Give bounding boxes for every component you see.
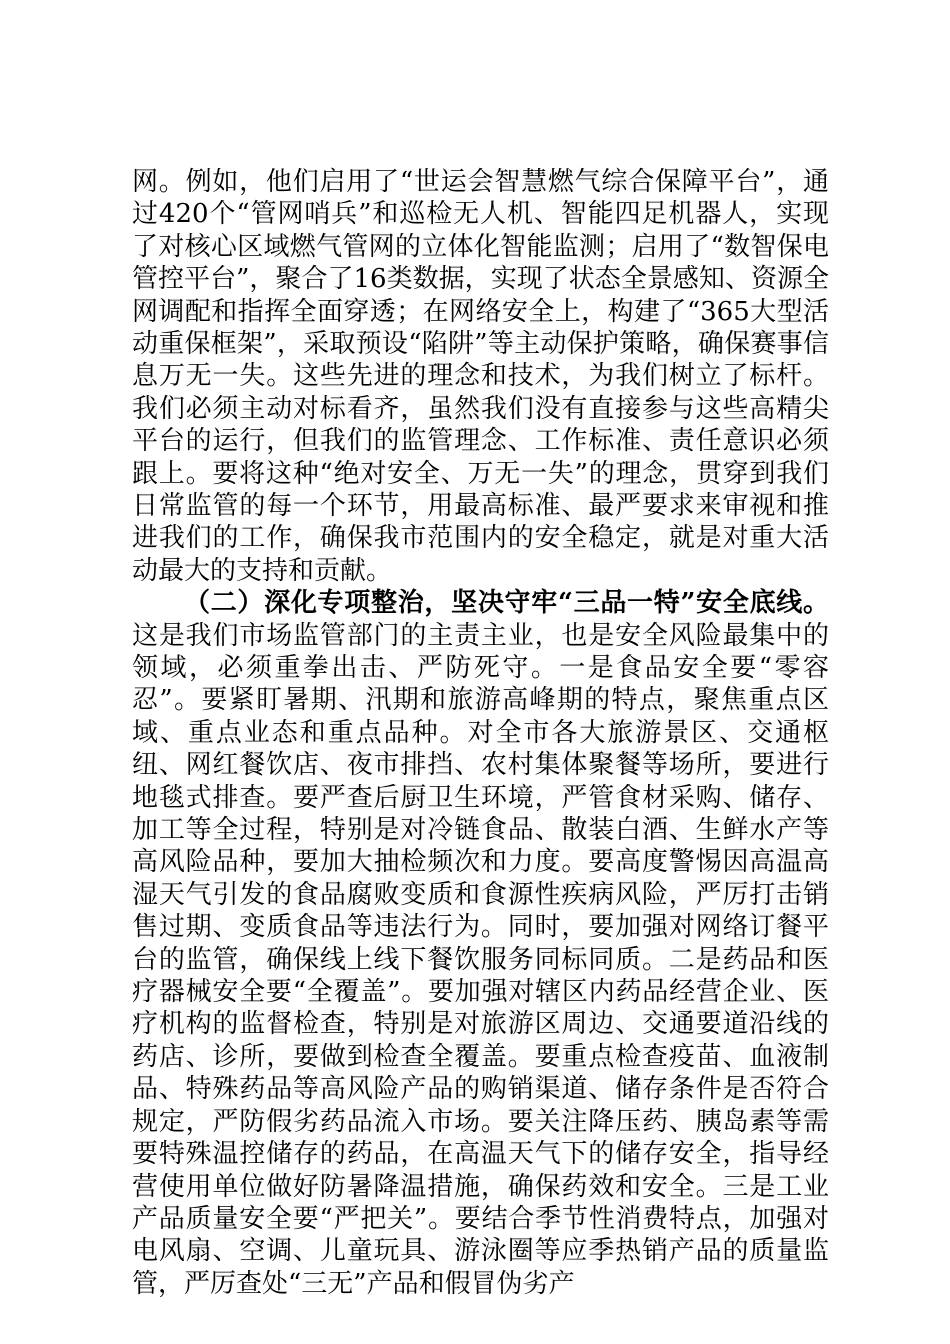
paragraph-section-two — [132, 587, 829, 1300]
paragraph-continued: 网。例如，他们启用了“世运会智慧燃气综合保障平台”，通过420个“管网哨兵”和巡检无人机、智能四足机器人，实现了对核心区域燃气管网的立体化智能监测；启用了“数智保电管控平台”，聚合了16类数据，实现了状态全景感知、资源全网调配和指挥全面穿透；在网络安全上，构建了“365大型活动重保框架”，采取预设“陷阱”等主动保护策略，确保赛事信息万无一失。这些先进的理念和技术，为我们树立了标杆。我们必须主动对标看齐，虽然我们没有直接参与这些高精尖平台的运行，但我们的监管理念、工作标准、责任意识必须跟上。要将这种“绝对安全、万无一失”的理念，贯穿到我们日常监管的每一个环节，用最高标准、最严要求来审视和推进我们的工作，确保我市范围内的安全稳定，就是对重大活动最大的支持和贡献。 — [132, 167, 829, 586]
document-page — [132, 166, 829, 1300]
paragraph-body: 这是我们市场监管部门的主责主业，也是安全风险最集中的领域，必须重拳出击、严防死守。一是食品安全要“零容忍”。要紧盯暑期、汛期和旅游高峰期的特点，聚焦重点区域、重点业态和重点品种。对全市各大旅游景区、交通枢纽、网红餐饮店、夜市排挡、农村集体聚餐等场所，要进行地毯式排查。要严查后厨卫生环境，严管食材采购、储存、加工等全过程，特别是对冷链食品、散装白酒、生鲜水产等高风险品种，要加大抽检频次和力度。要高度警惕因高温高湿天气引发的食品腐败变质和食源性疾病风险，严厉打击销售过期、变质食品等违法行为。同时，要加强对网络订餐平台的监管，确保线上线下餐饮服务同标同质。二是药品和医疗器械安全要“全覆盖”。要加强对辖区内药品经营企业、医疗机构的监督检查，特别是对旅游区周边、交通要道沿线的药店、诊所，要做到检查全覆盖。要重点检查疫苗、血液制品、特殊药品等高风险产品的购销渠道、储存条件是否符合规定，严防假劣药品流入市场。要关注降压药、胰岛素等需要特殊温控储存的药品，在高温天气下的储存安全，指导经营使用单位做好防暑降温措施，确保药效和安全。三是工业产品质量安全要“严把关”。要结合季节性消费特点，加强对电风扇、空调、儿童玩具、游泳圈等应季热销产品的质量监管，严厉查处“三无”产品和假冒伪劣产 — [132, 620, 829, 1299]
section-heading: （二）深化专项整治，坚决守牢“三品一特”安全底线。 — [184, 588, 829, 619]
